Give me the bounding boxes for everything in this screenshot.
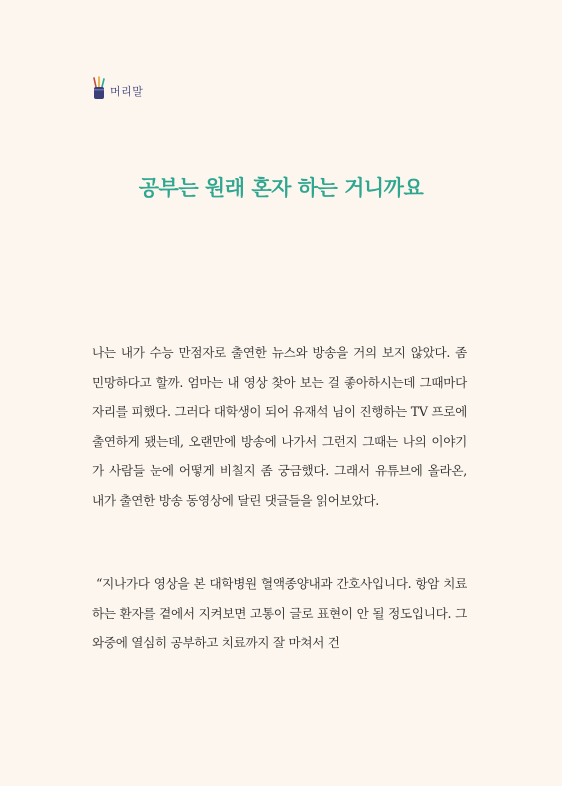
section-tag <box>92 76 143 100</box>
body-paragraph: 나는 내가 수능 만점자로 출연한 뉴스와 방송을 거의 보지 않았다. 좀 민망하다고 할까. 엄마는 내 영상 찾아 보는 걸 좋아하시는데 그때마다 자리를 피했다. 그러다 대학생이 되어 유재석 님이 진행하는 TV 프로에 출연하게 됐는데, 오랜만에 방송에 나가서 그런지 그때는 나의 이야기가 사람들 눈에 어떻게 비칠지 좀 궁금했다. 그래서 유튜브에 올라온, 내가 출연한 방송 동영상에 달린 댓글들을 읽어보았다. <box>92 345 467 508</box>
pencil-cup-icon <box>92 76 106 100</box>
section-label: 머리말 <box>110 85 144 98</box>
chapter-title: 공부는 원래 혼자 하는 거니까요 <box>138 176 424 200</box>
body-paragraph: “지나가다 영상을 본 대학병원 혈액종양내과 간호사입니다. 항암 치료 하는 환자를 곁에서 지켜보면 고통이 글로 표현이 안 될 정도입니다. 그 와중에 열심히 공부하고 치료까지 잘 마쳐서 건 <box>92 576 467 651</box>
